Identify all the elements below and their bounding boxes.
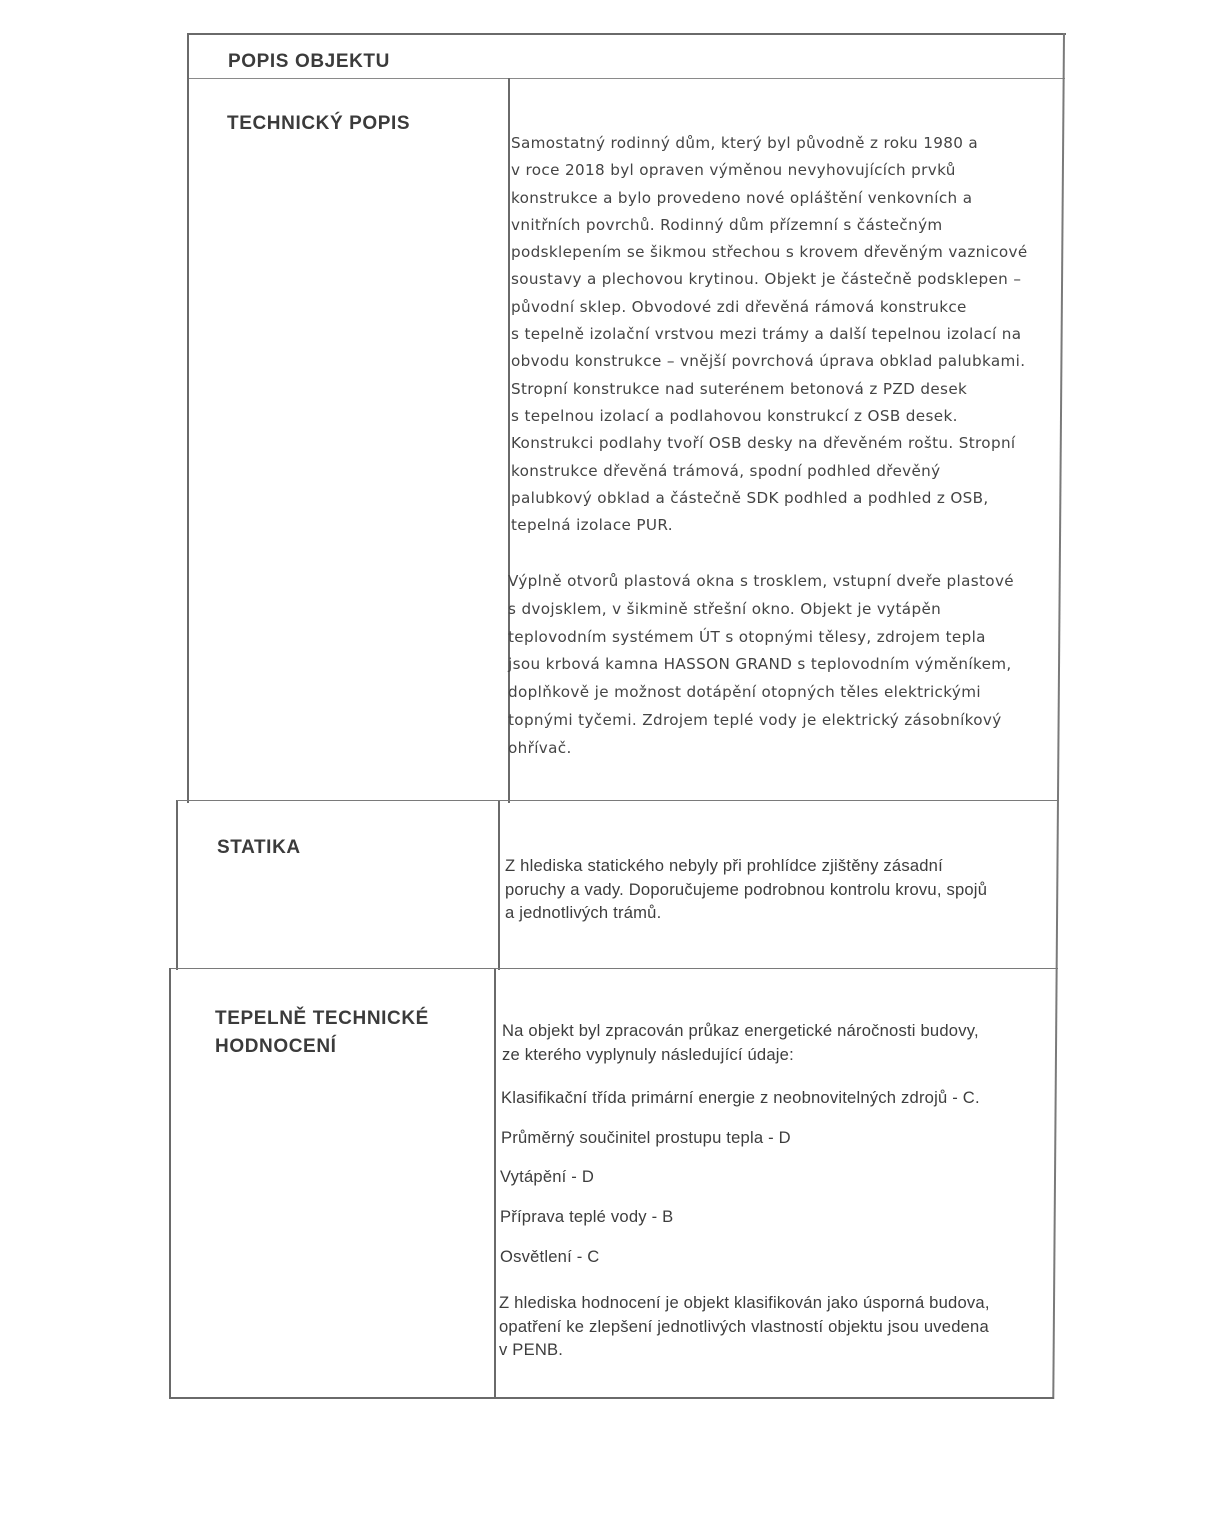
column-divider-3: [494, 968, 496, 1398]
heating-item: Vytápění - D: [500, 1167, 595, 1186]
text-line: ohřívač.: [508, 738, 572, 757]
column-divider-2: [498, 800, 500, 970]
text-line: s dvojsklem, v šikmině střešní okno. Objekt je vytápěn: [508, 599, 942, 618]
thermal-heading-line-1: TEPELNĚ TECHNICKÉ: [215, 1008, 429, 1029]
technical-description-paragraph-2: [508, 568, 1014, 763]
text-line: s tepelně izolační vrstvou mezi trámy a další tepelnou izolací na: [511, 325, 1022, 344]
text-line: doplňkově je možnost dotápění otopných těles elektrickými: [508, 683, 981, 702]
text-line: topnými tyčemi. Zdrojem teplé vody je elektrický zásobníkový: [508, 710, 1002, 729]
text-line: v roce 2018 byl opraven výměnou nevyhovujících prvků: [511, 161, 956, 180]
text-line: teplovodním systémem ÚT s otopnými tělesy, zdrojem tepla: [508, 627, 986, 646]
table-border-top: [187, 33, 1066, 35]
table-border-bottom: [169, 1397, 1054, 1399]
lighting-item: Osvětlení - C: [500, 1247, 600, 1266]
text-line: Samostatný rodinný dům, který byl původně z roku 1980 a: [511, 134, 979, 152]
technical-description-paragraph-1: [511, 130, 1028, 539]
text-line: Konstrukci podlahy tvoří OSB desky na dřevěném roštu. Stropní: [511, 434, 1016, 453]
text-line: konstrukce dřevěná trámová, spodní podhled dřevěný: [511, 461, 941, 480]
text-line: palubkový obklad a částečně SDK podhled a podhled z OSB,: [511, 488, 989, 507]
text-line: Na objekt byl zpracován průkaz energetické náročnosti budovy,: [502, 1021, 979, 1040]
row-divider-thermal: [171, 968, 1058, 969]
text-line: soustavy a plechovou krytinou. Objekt je částečně podsklepen –: [511, 270, 1022, 289]
statics-heading: STATIKA: [217, 837, 301, 858]
table-border-left-3: [169, 968, 171, 1398]
text-line: Z hlediska statického nebyly při prohlídce zjištěny zásadní: [505, 856, 943, 875]
hot-water-item: Příprava teplé vody - B: [500, 1207, 674, 1226]
statics-text: [505, 854, 987, 925]
text-line: s tepelnou izolací a podlahovou konstrukcí z OSB desek.: [511, 406, 958, 425]
text-line: poruchy a vady. Doporučujeme podrobnou kontrolu krovu, spojů: [505, 879, 988, 899]
text-line: původní sklep. Obvodové zdi dřevěná rámová konstrukce: [511, 297, 967, 316]
text-line: tepelná izolace PUR.: [511, 516, 673, 535]
text-line: obvodu konstrukce – vnější povrchová úprava obklad palubkami.: [511, 352, 1026, 371]
document-title: POPIS OBJEKTU: [228, 51, 390, 72]
text-line: a jednotlivých trámů.: [505, 903, 662, 922]
table-border-right: [1052, 33, 1065, 1399]
energy-class-item: Klasifikační třída primární energie z neobnovitelných zdrojů - C.: [501, 1088, 980, 1107]
text-line: Stropní konstrukce nad suterénem betonová z PZD desek: [511, 379, 968, 398]
thermal-intro: [502, 1019, 979, 1066]
row-divider-statika: [177, 800, 1059, 801]
text-line: v PENB.: [499, 1340, 564, 1359]
heat-transfer-item: Průměrný součinitel prostupu tepla - D: [501, 1128, 791, 1147]
text-line: ze kterého vyplynuly následující údaje:: [502, 1044, 794, 1064]
text-line: opatření ke zlepšení jednotlivých vlastností objektu jsou uvedena: [499, 1316, 989, 1336]
table-border-left-2: [176, 800, 178, 970]
thermal-conclusion: [499, 1291, 990, 1362]
text-line: konstrukce a bylo provedeno nové opláštění venkovních a: [511, 188, 973, 207]
text-line: Výplně otvorů plastová okna s trosklem, vstupní dveře plastové: [508, 572, 1014, 590]
text-line: jsou krbová kamna HASSON GRAND s teplovodním výměníkem,: [508, 655, 1012, 674]
text-line: podsklepením se šikmou střechou s krovem dřevěným vaznicové: [511, 243, 1028, 262]
technical-description-heading: TECHNICKÝ POPIS: [227, 113, 411, 134]
thermal-heading-line-2: HODNOCENÍ: [215, 1036, 337, 1057]
header-divider: [189, 78, 1065, 79]
text-line: Z hlediska hodnocení je objekt klasifikován jako úsporná budova,: [499, 1293, 990, 1312]
table-border-left-1: [187, 33, 189, 803]
text-line: vnitřních povrchů. Rodinný dům přízemní s částečným: [511, 215, 943, 234]
